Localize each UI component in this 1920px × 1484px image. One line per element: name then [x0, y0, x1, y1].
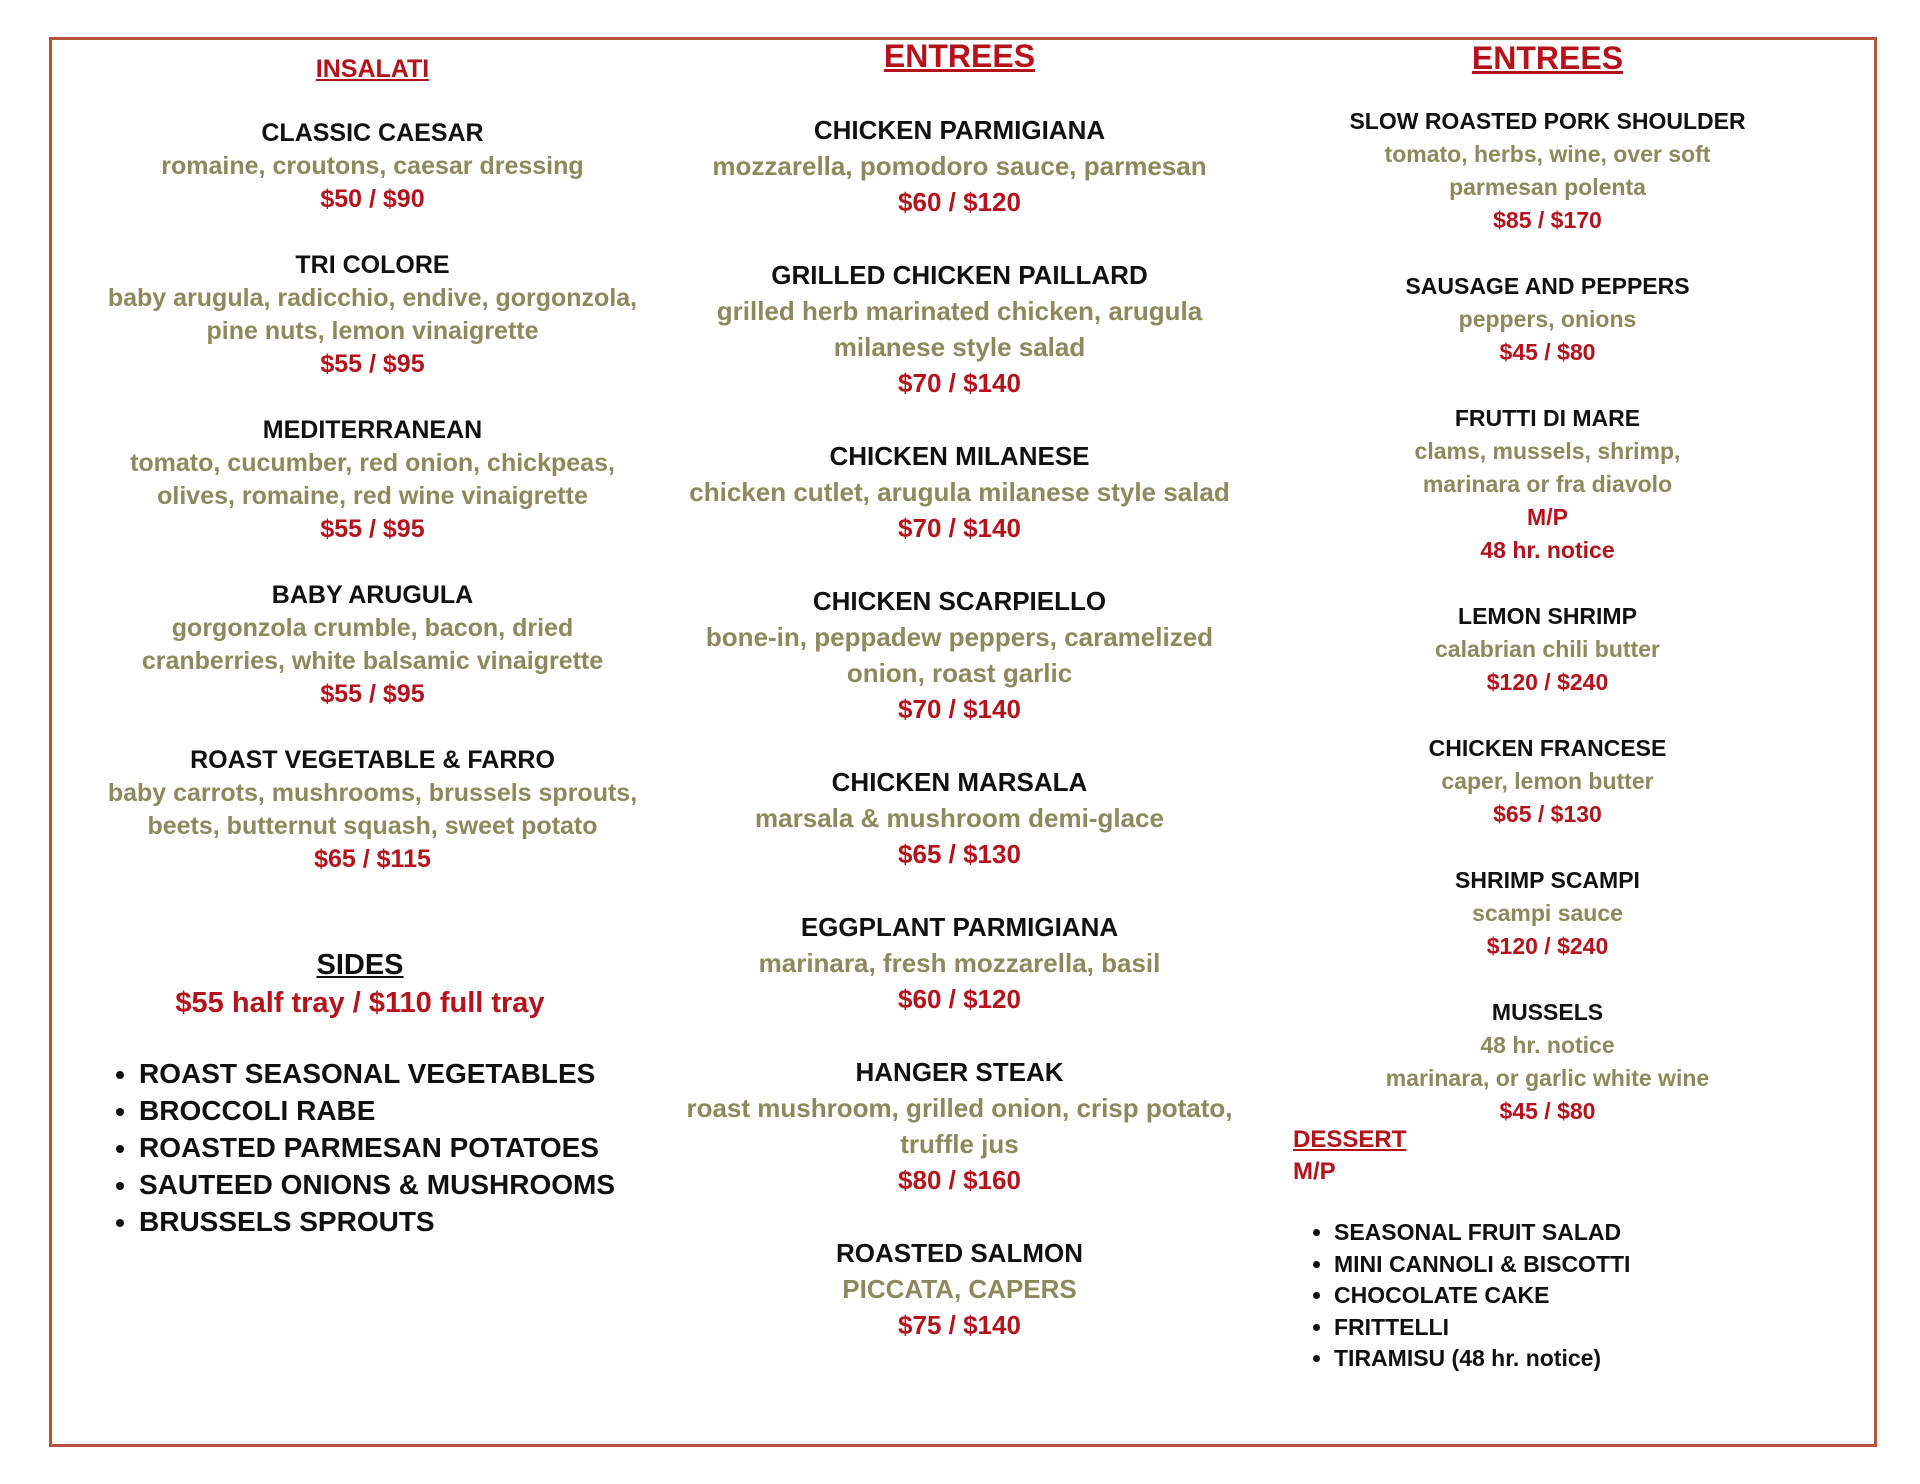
menu-item — [1275, 402, 1820, 567]
item-description: baby carrots, mushrooms, brussels sprouts, — [107, 779, 638, 807]
item-price: $45 / $80 — [1499, 1098, 1596, 1124]
item-name: FRUTTI DI MARE — [1454, 405, 1641, 431]
item-name: HANGER STEAK — [855, 1057, 1064, 1087]
menu-item — [672, 257, 1247, 401]
dessert-price: M/P — [1293, 1158, 1336, 1185]
item-description: calabrian chili butter — [1435, 636, 1660, 662]
item-price: $120 / $240 — [1486, 669, 1609, 695]
menu-item — [1275, 270, 1820, 369]
item-description: cranberries, white balsamic vinaigrette — [141, 647, 604, 675]
item-price: $55 / $95 — [320, 680, 425, 708]
sides-section — [85, 946, 635, 1022]
item-description: scampi sauce — [1472, 900, 1623, 926]
menu-item — [85, 744, 660, 876]
item-description: marinara, or garlic white wine — [1385, 1065, 1710, 1091]
insalati-heading: INSALATI — [315, 55, 430, 83]
list-item: • ROAST SEASONAL VEGETABLES — [139, 1055, 699, 1092]
entrees-right-column — [1275, 0, 1820, 1128]
menu-item — [85, 117, 660, 216]
item-price: $55 / $95 — [320, 350, 425, 378]
item-description: chicken cutlet, arugula milanese style salad — [689, 477, 1230, 507]
item-price: 48 hr. notice — [1480, 537, 1615, 563]
item-description: marsala & mushroom demi-glace — [755, 803, 1164, 833]
item-price: $65 / $115 — [314, 845, 431, 873]
item-description: clams, mussels, shrimp, — [1414, 438, 1681, 464]
list-item: • FRITTELLI — [1334, 1312, 1630, 1344]
item-name: GRILLED CHICKEN PAILLARD — [771, 260, 1148, 290]
item-description: onion, roast garlic — [846, 658, 1073, 688]
item-description: gorgonzola crumble, bacon, dried — [171, 614, 574, 642]
list-item: • ROASTED PARMESAN POTATOES — [139, 1129, 699, 1166]
item-name: SLOW ROASTED PORK SHOULDER — [1349, 108, 1746, 134]
item-name: ROASTED SALMON — [836, 1238, 1083, 1268]
item-name: CLASSIC CAESAR — [261, 119, 484, 147]
menu-item — [1275, 600, 1820, 699]
sides-price: $55 half tray / $110 full tray — [175, 987, 545, 1019]
item-description: mozzarella, pomodoro sauce, parmesan — [712, 151, 1207, 181]
item-name: CHICKEN MARSALA — [831, 767, 1088, 797]
list-item: • BRUSSELS SPROUTS — [139, 1203, 699, 1240]
item-name: CHICKEN MILANESE — [829, 441, 1090, 471]
item-name: TRI COLORE — [295, 251, 450, 279]
item-name: SHRIMP SCAMPI — [1455, 867, 1640, 893]
dessert-section — [1293, 1124, 1406, 1188]
menu-item — [85, 414, 660, 546]
item-price: $70 / $140 — [898, 694, 1021, 724]
menu-item — [1275, 732, 1820, 831]
dessert-list — [1300, 1217, 1630, 1375]
item-description: peppers, onions — [1458, 306, 1637, 332]
item-description: parmesan polenta — [1449, 174, 1646, 200]
item-price: $70 / $140 — [898, 368, 1021, 398]
item-price: $60 / $120 — [898, 984, 1021, 1014]
menu-item — [1275, 105, 1820, 237]
list-item: • SEASONAL FRUIT SALAD — [1334, 1217, 1630, 1249]
item-price: $80 / $160 — [898, 1165, 1021, 1195]
menu-item — [1275, 996, 1820, 1128]
item-price: $120 / $240 — [1486, 933, 1609, 959]
item-description: milanese style salad — [833, 332, 1086, 362]
entrees-left-heading: ENTREES — [883, 38, 1036, 74]
entrees-right-heading: ENTREES — [1471, 40, 1624, 76]
item-name: SAUSAGE AND PEPPERS — [1405, 273, 1690, 299]
menu-item — [672, 583, 1247, 727]
list-item: • CHOCOLATE CAKE — [1334, 1280, 1630, 1312]
item-name: BABY ARUGULA — [271, 581, 474, 609]
insalati-column — [85, 0, 660, 876]
list-item: • SAUTEED ONIONS & MUSHROOMS — [139, 1166, 699, 1203]
item-description: tomato, herbs, wine, over soft — [1384, 141, 1711, 167]
item-name: ROAST VEGETABLE & FARRO — [190, 746, 555, 774]
menu-item — [672, 438, 1247, 546]
item-description: truffle jus — [900, 1129, 1019, 1159]
item-description: marinara or fra diavolo — [1422, 471, 1673, 497]
sides-list — [105, 1055, 699, 1240]
item-price: $75 / $140 — [898, 1310, 1021, 1340]
item-price: $45 / $80 — [1499, 339, 1596, 365]
item-description: beets, butternut squash, sweet potato — [147, 812, 598, 840]
entrees-left-column — [672, 0, 1247, 1343]
item-description: romaine, croutons, caesar dressing — [161, 152, 584, 180]
item-name: MEDITERRANEAN — [262, 416, 483, 444]
item-description: marinara, fresh mozzarella, basil — [758, 948, 1161, 978]
menu-item — [672, 1235, 1247, 1343]
menu-item — [85, 579, 660, 711]
item-description: roast mushroom, grilled onion, crisp potato, — [686, 1093, 1233, 1123]
item-price: M/P — [1527, 504, 1568, 530]
menu-item — [85, 249, 660, 381]
item-description: pine nuts, lemon vinaigrette — [206, 317, 539, 345]
item-price: $65 / $130 — [898, 839, 1021, 869]
item-name: CHICKEN FRANCESE — [1428, 735, 1667, 761]
item-price: $60 / $120 — [898, 187, 1021, 217]
item-description: tomato, cucumber, red onion, chickpeas, — [130, 449, 615, 477]
item-description: bone-in, peppadew peppers, caramelized — [705, 622, 1214, 652]
item-price: $85 / $170 — [1493, 207, 1602, 233]
item-price: $50 / $90 — [320, 185, 425, 213]
item-name: CHICKEN SCARPIELLO — [812, 586, 1107, 616]
menu-item — [672, 1054, 1247, 1198]
item-description: 48 hr. notice — [1480, 1032, 1615, 1058]
menu-item — [672, 909, 1247, 1017]
sides-heading: SIDES — [316, 949, 404, 981]
item-name: MUSSELS — [1491, 999, 1604, 1025]
menu-item — [672, 764, 1247, 872]
dessert-heading: DESSERT — [1293, 1126, 1407, 1153]
item-price: $55 / $95 — [320, 515, 425, 543]
menu-item — [1275, 864, 1820, 963]
item-name: CHICKEN PARMIGIANA — [813, 115, 1106, 145]
list-item: • TIRAMISU (48 hr. notice) — [1334, 1343, 1630, 1375]
item-description: baby arugula, radicchio, endive, gorgonzola, — [107, 284, 638, 312]
item-description: caper, lemon butter — [1441, 768, 1654, 794]
item-description: grilled herb marinated chicken, arugula — [716, 296, 1203, 326]
list-item: • BROCCOLI RABE — [139, 1092, 699, 1129]
item-name: LEMON SHRIMP — [1458, 603, 1637, 629]
item-price: $70 / $140 — [898, 513, 1021, 543]
item-price: $65 / $130 — [1493, 801, 1602, 827]
item-name: EGGPLANT PARMIGIANA — [800, 912, 1119, 942]
item-description: olives, romaine, red wine vinaigrette — [157, 482, 588, 510]
item-description: PICCATA, CAPERS — [842, 1274, 1077, 1304]
list-item: • MINI CANNOLI & BISCOTTI — [1334, 1249, 1630, 1281]
menu-item — [672, 112, 1247, 220]
